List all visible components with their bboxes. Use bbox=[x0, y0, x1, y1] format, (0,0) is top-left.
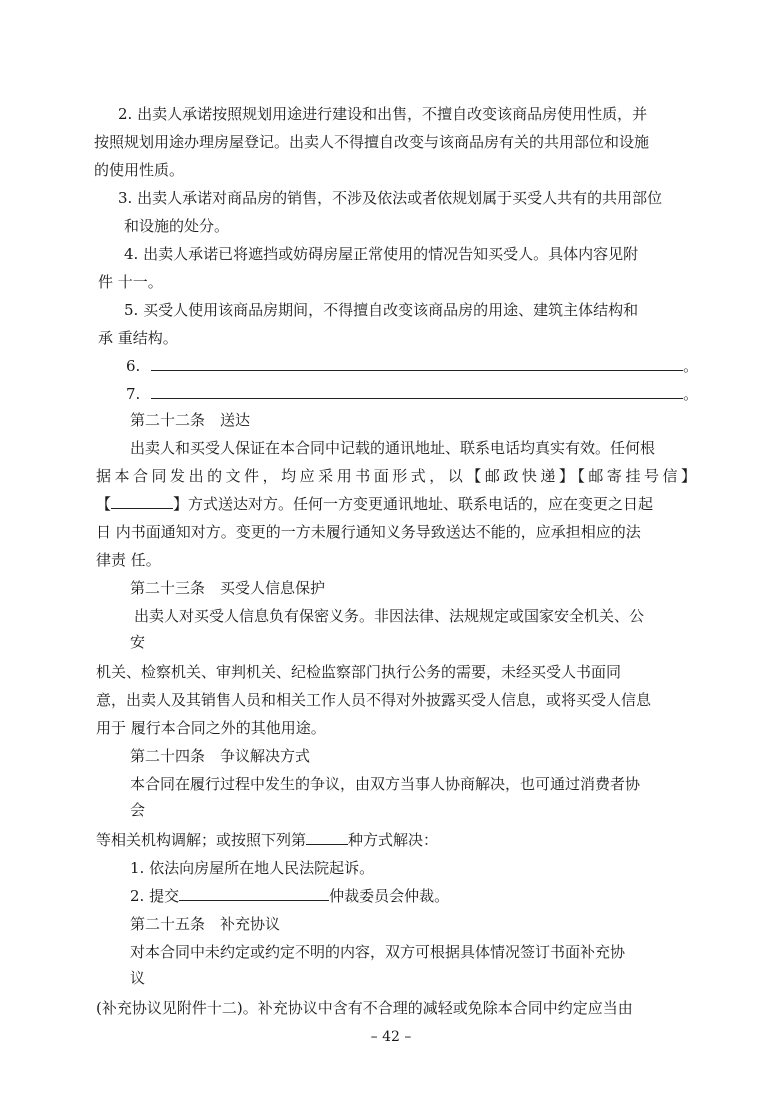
clause-5-line-2: 承 重结构。 bbox=[98, 329, 178, 347]
article-22-line-3-rest: 】方式送达对方。任何一方变更通讯地址、联系电话的，应在变更之日起 bbox=[173, 495, 654, 513]
article-24-line-3-end: 种方式解决： bbox=[348, 831, 439, 849]
clause-6-blank bbox=[151, 356, 683, 371]
article-25-line-3: (补充协议见附件十二)。补充协议中含有不合理的减轻或免除本合同中约定应当由 bbox=[96, 999, 633, 1017]
clause-4-line-2: 件 十一。 bbox=[98, 273, 163, 291]
clause-7-number: 7. bbox=[126, 385, 141, 403]
article-24-line-1: 本合同在履行过程中发生的争议，由双方当事人协商解决，也可通过消费者协 bbox=[130, 775, 641, 793]
article-24-option-2-start: 2. 提交 bbox=[130, 887, 180, 905]
article-24-option-2 bbox=[130, 886, 449, 906]
clause-2-line-3: 的使用性质。 bbox=[94, 161, 185, 179]
article-24-heading: 第二十四条 争议解决方式 bbox=[130, 747, 311, 765]
article-22-line-3 bbox=[96, 494, 653, 514]
clause-7-end: 。 bbox=[683, 385, 699, 403]
article-25-line-1: 对本合同中未约定或约定不明的内容，双方可根据具体情况签订书面补充协 bbox=[130, 943, 626, 961]
article-24-line-2: 会 bbox=[130, 801, 146, 819]
article-24-arbitration-blank bbox=[179, 886, 329, 901]
clause-6 bbox=[126, 356, 698, 376]
article-22-line-2: 据本合同发出的文件，均应采用书面形式，以【邮政快递】【邮寄挂号信】 bbox=[96, 467, 696, 485]
article-22-heading: 第二十二条 送达 bbox=[130, 411, 251, 429]
clause-3-line-1: 3. 出卖人承诺对商品房的销售，不涉及依法或者依规划属于买受人共有的共用部位 bbox=[118, 189, 663, 207]
article-25-line-2: 议 bbox=[130, 969, 146, 987]
article-22-bracket-open: 【 bbox=[96, 495, 112, 513]
clause-4-line-1: 4. 出卖人承诺已将遮挡或妨碍房屋正常使用的情况告知买受人。具体内容见附 bbox=[124, 245, 639, 263]
article-24-line-3-start: 等相关机构调解；或按照下列第 bbox=[96, 831, 307, 849]
clause-5-line-1: 5. 买受人使用该商品房期间，不得擅自改变该商品房的用途、建筑主体结构和 bbox=[124, 301, 639, 319]
article-23-line-1: 出卖人对买受人信息负有保密义务。非因法律、法规规定或国家安全机关、公 bbox=[134, 607, 645, 625]
article-22-line-5: 律责 任。 bbox=[96, 551, 161, 569]
clause-7-blank bbox=[151, 384, 683, 399]
article-23-heading: 第二十三条 买受人信息保护 bbox=[130, 579, 326, 597]
page-number: – 42 – bbox=[370, 1029, 412, 1045]
clause-3-line-2: 和设施的处分。 bbox=[124, 217, 230, 235]
clause-7 bbox=[126, 384, 698, 404]
article-23-line-2: 安 bbox=[130, 633, 146, 651]
article-23-line-3: 机关、检察机关、审判机关、纪检监察部门执行公务的需要，未经买受人书面同 bbox=[96, 663, 622, 681]
clause-6-number: 6. bbox=[126, 357, 141, 375]
article-22-delivery-blank bbox=[111, 494, 173, 509]
article-24-method-blank bbox=[306, 830, 348, 845]
article-22-line-4: 日 内书面通知对方。变更的一方未履行通知义务导致送达不能的，应承担相应的法 bbox=[96, 523, 641, 541]
article-23-line-4: 意，出卖人及其销售人员和相关工作人员不得对外披露买受人信息，或将买受人信息 bbox=[96, 691, 652, 709]
clause-6-end: 。 bbox=[683, 357, 699, 375]
article-24-option-2-end: 仲裁委员会仲裁。 bbox=[329, 887, 450, 905]
clause-2-line-2: 按照规划用途办理房屋登记。出卖人不得擅自改变与该商品房有关的共用部位和设施 bbox=[94, 133, 650, 151]
article-23-line-5: 用于 履行本合同之外的其他用途。 bbox=[96, 719, 326, 737]
article-24-option-1: 1. 依法向房屋所在地人民法院起诉。 bbox=[130, 859, 375, 877]
clause-2-line-1: 2. 出卖人承诺按照规划用途进行建设和出售，不擅自改变该商品房使用性质，并 bbox=[118, 105, 648, 123]
article-22-line-1: 出卖人和买受人保证在本合同中记载的通讯地址、联系电话均真实有效。任何根 bbox=[130, 439, 656, 457]
article-25-heading: 第二十五条 补充协议 bbox=[130, 915, 281, 933]
article-24-line-3 bbox=[96, 830, 438, 850]
